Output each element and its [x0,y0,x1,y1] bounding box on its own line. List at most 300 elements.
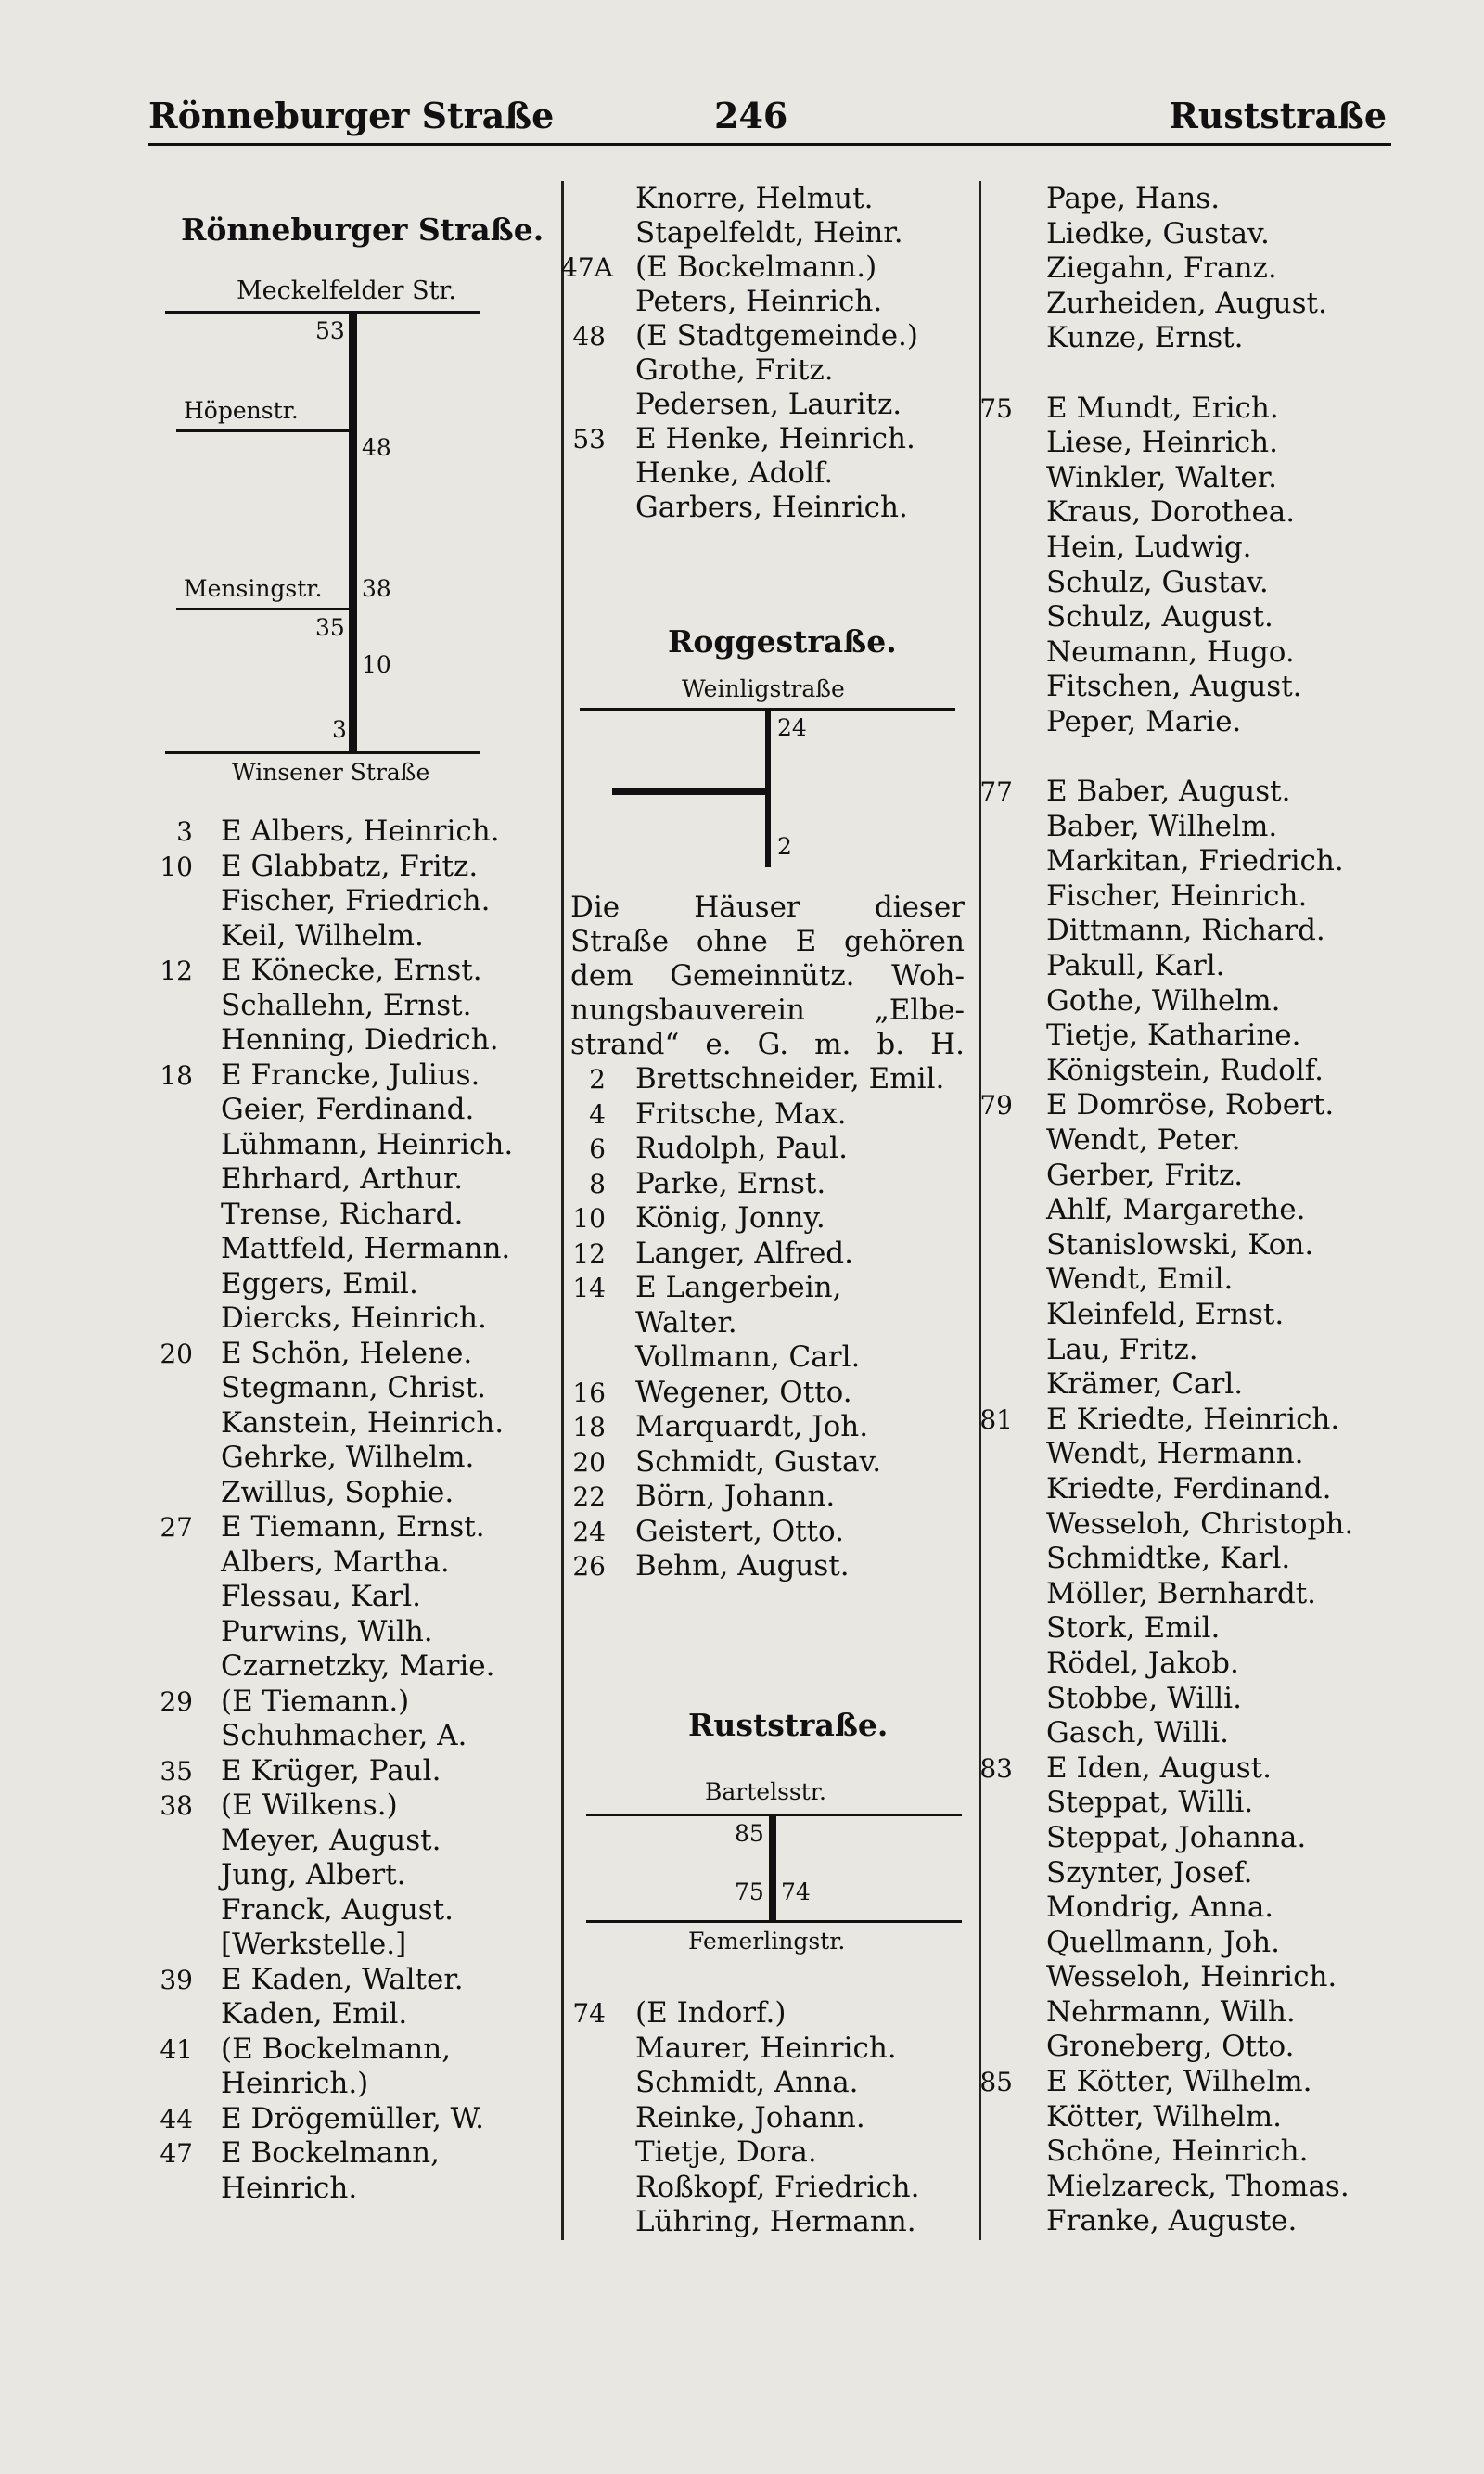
diagram-top-line [165,311,480,314]
resident-name: Schmidt, Anna. [635,2066,859,2099]
resident-name: Winkler, Walter. [1046,460,1277,494]
directory-entry [965,1088,1401,1123]
resident-name: Neumann, Hugo. [1046,635,1295,669]
house-number: 12 [160,955,193,986]
house-number: 24 [572,1516,606,1547]
directory-entry [139,1267,552,1302]
resident-name: E Tiemann, Ernst. [221,1510,485,1544]
directory-entry [139,2032,552,2068]
resident-name: Garbers, Heinrich. [635,491,908,524]
directory-entry [965,217,1401,252]
street-heading-rogge: Roggestraße. [668,623,897,660]
directory-entry [965,1751,1401,1787]
resident-name: Czarnetzky, Marie. [221,1649,495,1683]
directory-entry [965,391,1401,427]
house-number: 47 [160,2138,193,2169]
directory-entry [965,1367,1401,1403]
diagram-number: 85 [735,1820,764,1847]
directory-entry [561,2171,969,2206]
resident-name: Geistert, Otto. [635,1514,845,1548]
directory-entry [561,2066,969,2101]
directory-entry [965,1019,1401,1054]
directory-entry [965,670,1401,705]
directory-entry [561,1062,969,1097]
resident-name: Pape, Hans. [1046,182,1221,215]
column-2-rust-entries [561,1996,969,2240]
house-number: 74 [572,1998,606,2029]
diagram-street-bar [769,1814,776,1920]
directory-entry [139,1615,552,1650]
directory-entry [561,1132,969,1167]
directory-entry [561,250,969,285]
directory-entry [965,1682,1401,1717]
diagram-top-street: Weinligstraße [682,675,845,702]
resident-name: Purwins, Wilh. [221,1614,433,1648]
resident-name: Fitschen, August. [1046,670,1302,704]
resident-name: Schulz, August. [1046,600,1273,635]
directory-entry [139,1893,552,1929]
diagram-left-street-line [176,608,352,610]
resident-name: E Krüger, Paul. [221,1753,441,1788]
resident-name: E Glabbatz, Fritz. [221,849,479,883]
directory-entry [561,182,969,216]
directory-entry [139,1928,552,1963]
directory-entry [561,1376,969,1411]
resident-name: Kunze, Ernst. [1046,321,1244,355]
directory-entry [965,775,1401,810]
resident-name: Schallehn, Ernst. [221,988,472,1022]
resident-name: Gasch, Willi. [1046,1716,1230,1750]
resident-name: Wendt, Hermann. [1046,1437,1304,1471]
directory-entry [561,1996,969,2032]
directory-entry [965,2100,1401,2135]
directory-entry [561,1237,969,1272]
resident-name: Kötter, Wilhelm. [1046,2099,1282,2134]
resident-name: Quellmann, Joh. [1046,1925,1280,1959]
resident-name: Kleinfeld, Ernst. [1046,1298,1285,1331]
directory-entry [561,422,969,456]
note-line: Straße ohne E gehören [570,925,965,958]
directory-entry [965,914,1401,949]
resident-name: Baber, Wilhelm. [1046,809,1278,843]
directory-entry [561,353,969,388]
resident-name: Franke, Auguste. [1046,2204,1298,2238]
resident-name: Stegmann, Christ. [221,1371,487,1404]
street-heading-roenneburger: Rönneburger Straße. [181,212,544,248]
resident-name: Steppat, Johanna. [1046,1820,1307,1854]
directory-entry [965,705,1401,740]
house-number: 12 [572,1237,606,1269]
resident-name: Steppat, Willi. [1046,1786,1254,1820]
resident-name: Mielzareck, Thomas. [1046,2169,1350,2203]
directory-entry [965,1611,1401,1647]
house-number: 48 [572,321,606,352]
diagram-left-street-label: Höpenstr. [184,397,299,424]
house-number: 20 [160,1338,193,1369]
diagram-street-bar [349,311,357,751]
resident-name: Fischer, Friedrich. [221,884,491,917]
diagram-number: 48 [362,434,391,461]
directory-entry [139,2136,552,2172]
resident-name: E Henke, Heinrich. [635,422,915,455]
directory-entry [139,2172,552,2207]
resident-name: Lühmann, Heinrich. [221,1127,514,1161]
house-number: 81 [979,1404,1013,1435]
house-number: 8 [589,1168,606,1199]
diagram-number: 24 [777,714,807,741]
resident-name: Knorre, Helmut. [635,182,874,215]
directory-entry [139,1754,552,1789]
directory-entry [965,251,1401,287]
directory-entry [139,954,552,989]
resident-name: Wesseloh, Christoph. [1046,1506,1354,1541]
directory-entry [139,1510,552,1545]
directory-entry [561,2101,969,2136]
diagram-left-street-label: Mensingstr. [184,575,323,602]
directory-entry [965,2170,1401,2205]
page-number: 246 [714,95,788,136]
diagram-top-street: Bartelsstr. [705,1778,826,1805]
resident-name: Heinrich.) [221,2067,369,2100]
resident-name: Brettschneider, Emil. [635,1062,945,1096]
directory-entry [561,2135,969,2171]
directory-entry [965,879,1401,915]
resident-name: Trense, Richard. [221,1197,464,1231]
resident-name: Szynter, Josef. [1046,1855,1253,1890]
resident-name: E Bockelmann, [221,2136,440,2170]
resident-name: Wegener, Otto. [635,1375,852,1409]
directory-entry [561,1340,969,1376]
directory-entry [139,1198,552,1233]
directory-entry [561,2032,969,2067]
house-number: 6 [589,1134,606,1164]
house-number: 4 [589,1098,606,1130]
resident-name: Kanstein, Heinrich. [221,1405,505,1440]
resident-name: Hein, Ludwig. [1046,530,1252,564]
directory-entry [139,1441,552,1476]
directory-entry [965,182,1401,217]
directory-entry [965,1960,1401,1995]
house-number: 22 [572,1481,606,1512]
directory-entry [965,2204,1401,2239]
directory-entry [139,1128,552,1163]
house-number: 53 [572,424,606,455]
directory-entry [561,1410,969,1445]
resident-name: E Kaden, Walter. [221,1962,464,1996]
directory-entry [965,1123,1401,1159]
house-number: 3 [176,816,193,847]
diagram-number: 35 [315,614,345,641]
directory-entry [139,1858,552,1893]
directory-entry [561,1445,969,1481]
directory-entry [965,1472,1401,1507]
house-number: 44 [160,2103,193,2134]
resident-name: Dittmann, Richard. [1046,914,1325,948]
resident-name: Kriedte, Ferdinand. [1046,1471,1332,1506]
directory-entry [139,1545,552,1581]
directory-entry [139,1788,552,1824]
street-heading-rust: Ruststraße. [688,1707,889,1743]
resident-name: Schmidtke, Karl. [1046,1542,1291,1576]
resident-name: Parke, Ernst. [635,1166,826,1200]
house-number: 35 [160,1755,193,1787]
resident-name: Diercks, Heinrich. [221,1301,487,1335]
resident-name: Schöne, Heinrich. [1046,2134,1309,2169]
note-line: nungsbauverein „Elbe- [570,993,965,1027]
directory-entry [139,989,552,1024]
resident-name: Peper, Marie. [1046,704,1242,738]
house-number: 39 [160,1964,193,1995]
directory-entry [561,1097,969,1133]
resident-name: Henke, Adolf. [635,456,834,490]
running-head-right: Ruststraße [1169,95,1387,136]
resident-name: E Francke, Julius. [221,1058,480,1092]
directory-entry [139,1997,552,2032]
directory-entry [965,1507,1401,1543]
house-number: 10 [160,851,193,882]
resident-name: Groneberg, Otto. [1046,2030,1295,2064]
resident-name: E Baber, August. [1046,775,1291,809]
resident-name: (E Wilkens.) [221,1788,398,1822]
house-number: 14 [572,1273,606,1303]
house-number: 38 [160,1790,193,1821]
resident-name: Ehrhard, Arthur. [221,1162,464,1196]
directory-entry [561,1515,969,1550]
note-line: strand“ e. G. m. b. H. [570,1028,965,1061]
resident-name: E Drögemüller, W. [221,2101,484,2135]
resident-name: Henning, Diedrich. [221,1023,499,1057]
directory-entry [561,388,969,422]
resident-name: Tietje, Katharine. [1046,1019,1301,1053]
directory-entry [561,1480,969,1515]
column-1-entries [139,814,552,2206]
directory-entry [139,884,552,919]
diagram-number: 38 [362,575,391,602]
directory-entry [965,810,1401,845]
resident-name: Lau, Fritz. [1046,1332,1198,1366]
resident-name: Markitan, Friedrich. [1046,844,1344,878]
directory-entry [139,919,552,955]
resident-name: Pakull, Karl. [1046,949,1225,983]
directory-entry [965,1437,1401,1472]
directory-entry [139,1963,552,1998]
directory-entry [965,495,1401,531]
directory-entry [139,1301,552,1337]
resident-name: Peters, Heinrich. [635,285,883,318]
note-line: dem Gemeinnütz. Woh- [570,959,965,993]
resident-name: Schuhmacher, A. [221,1719,467,1752]
resident-name: Kaden, Emil. [221,1997,408,2031]
resident-name: Flessau, Karl. [221,1580,421,1613]
directory-entry [561,319,969,353]
resident-name: Fritsche, Max. [635,1096,847,1131]
house-number: 27 [160,1512,193,1543]
resident-name: Grothe, Fritz. [635,353,834,387]
resident-name: Roßkopf, Friedrich. [635,2170,920,2204]
directory-entry [965,984,1401,1019]
resident-name: Möller, Bernhardt. [1046,1576,1317,1610]
diagram-number: 53 [315,317,345,344]
directory-entry [139,2102,552,2137]
directory-entry [965,321,1401,356]
diagram-number: 74 [781,1878,811,1905]
resident-name: Schmidt, Gustav. [635,1444,882,1479]
directory-entry [965,740,1401,776]
diagram-side-street [612,788,765,795]
house-number: 2 [589,1064,606,1095]
house-number: 10 [572,1203,606,1234]
directory-entry [965,2030,1401,2065]
diagram-number: 75 [735,1878,764,1905]
directory-entry [965,1228,1401,1263]
directory-entry [965,1263,1401,1298]
house-number: 83 [979,1752,1013,1784]
resident-name: Wesseloh, Heinrich. [1046,1960,1337,1994]
directory-entry [965,949,1401,984]
directory-entry [139,1824,552,1859]
resident-name: König, Jonny. [635,1201,825,1235]
diagram-bottom-street: Winsener Straße [232,759,430,786]
diagram-number: 3 [332,716,347,743]
directory-entry [561,491,969,525]
resident-name: E Albers, Heinrich. [221,814,500,848]
resident-name: [Werkstelle.] [221,1928,407,1961]
resident-name: Kraus, Dorothea. [1046,495,1296,530]
header-rule [148,143,1391,146]
resident-name: Ahlf, Margarethe. [1046,1193,1306,1227]
directory-entry [965,1542,1401,1577]
directory-entry [965,1926,1401,1961]
diagram-bottom-line [165,751,480,754]
directory-entry [965,1159,1401,1194]
house-number: 29 [160,1686,193,1717]
resident-name: Maurer, Heinrich. [635,2031,897,2065]
directory-entry [965,1891,1401,1926]
directory-entry [965,844,1401,879]
directory-entry [561,1549,969,1584]
directory-entry [139,1162,552,1198]
running-head-left: Rönneburger Straße [148,95,555,136]
directory-entry [965,461,1401,496]
resident-name: Zwillus, Sophie. [221,1475,454,1509]
resident-name: (E Stadtgemeinde.) [635,319,919,353]
resident-name: Wendt, Emil. [1046,1263,1234,1297]
diagram-top-street: Meckelfelder Str. [237,276,456,305]
directory-entry [965,2134,1401,2170]
directory-entry [139,1371,552,1406]
directory-entry [965,1333,1401,1368]
directory-entry [561,285,969,319]
directory-entry [965,1054,1401,1089]
directory-entry [139,1023,552,1058]
directory-entry [561,216,969,250]
directory-entry [965,600,1401,635]
rogge-note [570,891,965,1062]
diagram-bottom-line [586,1920,962,1923]
resident-name: Krämer, Carl. [1046,1367,1244,1402]
resident-name: Rödel, Jakob. [1046,1646,1239,1680]
resident-name: E Langerbein, [635,1271,842,1304]
column-3-entries [965,182,1401,2239]
directory-entry [965,635,1401,671]
house-number: 20 [572,1446,606,1478]
resident-name: Gerber, Fritz. [1046,1158,1244,1192]
directory-entry [965,531,1401,566]
directory-entry [965,287,1401,322]
resident-name: Stobbe, Willi. [1046,1681,1242,1715]
directory-entry [139,1685,552,1720]
resident-name: Lühring, Hermann. [635,2205,916,2238]
resident-name: Rudolph, Paul. [635,1132,848,1165]
resident-name: E Iden, August. [1046,1750,1272,1785]
directory-entry [139,1232,552,1267]
resident-name: Franck, August. [221,1892,454,1927]
directory-entry [561,2205,969,2240]
resident-name: Tietje, Dora. [635,2135,817,2169]
resident-name: Behm, August. [635,1549,850,1583]
directory-entry [965,356,1401,391]
column-2-rogge-entries [561,1062,969,1584]
directory-entry [139,1406,552,1442]
diagram-left-street-line [176,429,352,432]
resident-name: (E Indorf.) [635,1996,787,2030]
directory-entry [139,1476,552,1511]
directory-entry [561,1201,969,1237]
resident-name: Schulz, Gustav. [1046,565,1269,599]
directory-entry [139,1093,552,1128]
resident-name: Liedke, Gustav. [1046,216,1270,250]
resident-name: Geier, Ferdinand. [221,1093,475,1126]
resident-name: E Kriedte, Heinrich. [1046,1402,1340,1436]
directory-entry [139,1337,552,1372]
resident-name: Mondrig, Anna. [1046,1891,1274,1925]
resident-name: Stapelfeldt, Heinr. [635,216,903,250]
resident-name: Walter. [635,1305,737,1340]
directory-entry [139,1649,552,1685]
house-number: 75 [979,392,1013,424]
resident-name: Meyer, August. [221,1823,441,1857]
resident-name: Gothe, Wilhelm. [1046,983,1281,1018]
resident-name: Zurheiden, August. [1046,286,1327,320]
directory-entry [965,1821,1401,1856]
resident-name: Keil, Wilhelm. [221,918,424,953]
resident-name: Gehrke, Wilhelm. [221,1441,475,1474]
directory-entry [965,566,1401,601]
house-number: 79 [979,1090,1013,1122]
resident-name: Jung, Albert. [221,1858,406,1891]
resident-name: Vollmann, Carl. [635,1340,861,1374]
diagram-number: 2 [777,833,792,860]
resident-name: Heinrich. [221,2171,358,2205]
resident-name: Wendt, Peter. [1046,1123,1241,1158]
resident-name: Fischer, Heinrich. [1046,878,1308,913]
resident-name: Börn, Johann. [635,1480,836,1513]
resident-name: Reinke, Johann. [635,2100,865,2134]
directory-entry [139,850,552,885]
house-number: 26 [572,1551,606,1582]
resident-name: Nehrmann, Wilh. [1046,1994,1296,2029]
directory-entry [139,814,552,850]
resident-name: Mattfeld, Hermann. [221,1232,511,1265]
house-number: 18 [572,1412,606,1442]
directory-entry [965,1786,1401,1821]
house-number: 18 [160,1059,193,1091]
directory-entry [965,1716,1401,1751]
directory-entry [139,1580,552,1615]
resident-name: (E Bockelmann.) [635,250,877,284]
column-2-top-entries [561,182,969,525]
resident-name: Stork, Emil. [1046,1611,1221,1646]
